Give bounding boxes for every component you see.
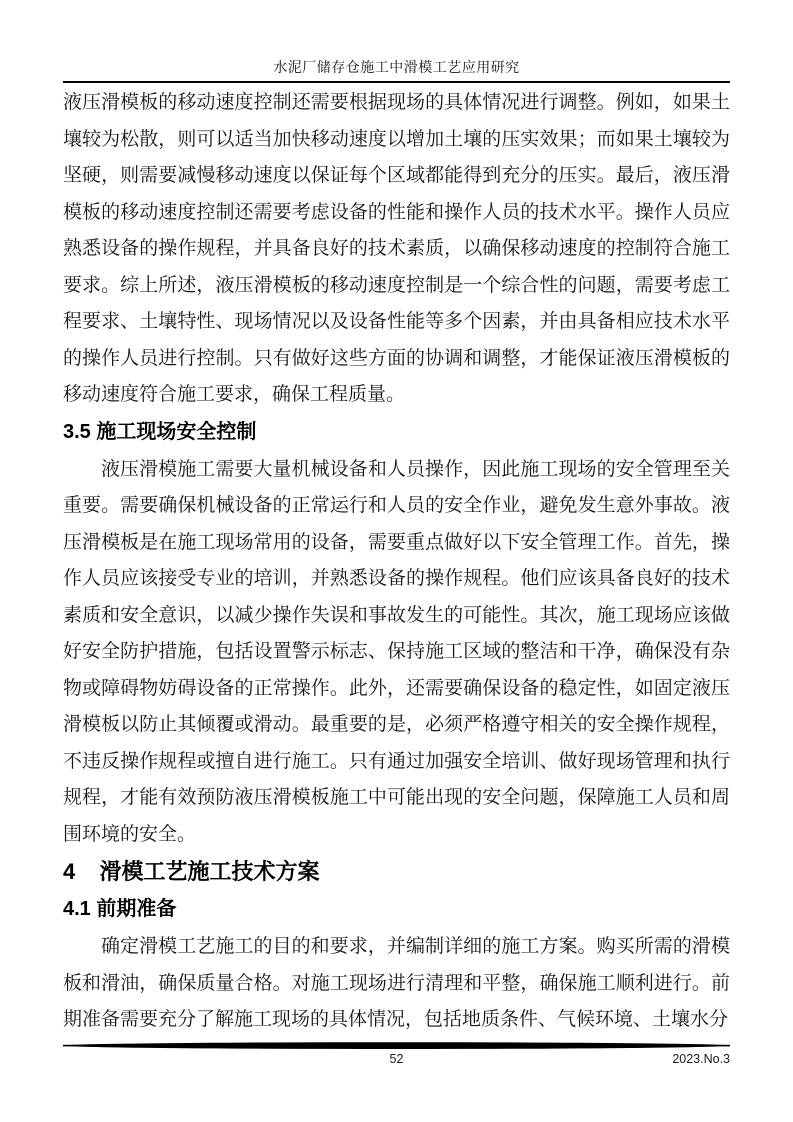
paragraph-speed-control-continued: 液压滑模板的移动速度控制还需要根据现场的具体情况进行调整。例如，如果土壤较为松散，则可以适当加快移动速度以增加土壤的压实效果；而如果土壤较为坚硬，则需要减慢移动速度以保证每个区域都能得到充分的压实。最后，液压滑模板的移动速度控制还需要考虑设备的性能和操作人员的技术水平。操作人员应熟悉设备的操作规程，并具备良好的技术素质，以确保移动速度的控制符合施工要求。综上所述，液压滑模板的移动速度控制是一个综合性的问题，需要考虑工程要求、土壤特性、现场情况以及设备性能等多个因素，并由具备相应技术水平的操作人员进行控制。只有做好这些方面的协调和调整，才能保证液压滑模板的移动速度符合施工要求，确保工程质量。	[63, 92, 730, 405]
heading-3-5-site-safety-control: 3.5 施工现场安全控制	[63, 420, 257, 443]
running-header-title: 水泥厂储存仓施工中滑模工艺应用研究	[273, 61, 520, 76]
heading-4-title: 滑模工艺施工技术方案	[99, 859, 320, 884]
footer-separator-bar	[63, 1041, 730, 1051]
footer-row	[63, 1052, 730, 1068]
header-rule	[63, 81, 730, 83]
page-number: 52	[389, 1052, 404, 1066]
paragraph-preparation: 确定滑模工艺施工的目的和要求，并编制详细的施工方案。购买所需的滑模板和滑油，确保质量合格。对施工现场进行清理和平整，确保施工顺利进行。前期准备需要充分了解施工现场的具体情况，包括地质条件、气候环境、土壤水分	[63, 936, 730, 1030]
paragraph-site-safety: 液压滑模施工需要大量机械设备和人员操作，因此施工现场的安全管理至关重要。需要确保机械设备的正常运行和人员的安全作业，避免发生意外事故。液压滑模板是在施工现场常用的设备，需要重点做好以下安全管理工作。首先，操作人员应该接受专业的培训，并熟悉设备的操作规程。他们应该具备良好的技术素质和安全意识，以减少操作失误和事故发生的可能性。其次，施工现场应该做好安全防护措施，包括设置警示标志、保持施工区域的整洁和干净，确保没有杂物或障碍物妨碍设备的正常操作。此外，还需要确保设备的稳定性，如固定液压滑模板以防止其倾覆或滑动。最重要的是，必须严格遵守相关的安全操作规程，不违反操作规程或擅自进行施工。只有通过加强安全培训、做好现场管理和执行规程，才能有效预防液压滑模板施工中可能出现的安全问题，保障施工人员和周围环境的安全。	[63, 458, 730, 845]
heading-4-number: 4	[63, 859, 76, 884]
heading-4-slipform-technical-scheme	[63, 853, 730, 891]
page-footer	[63, 1041, 730, 1068]
issue-label: 2023.No.3	[672, 1052, 730, 1066]
heading-4-1-preparation: 4.1 前期准备	[63, 898, 177, 920]
